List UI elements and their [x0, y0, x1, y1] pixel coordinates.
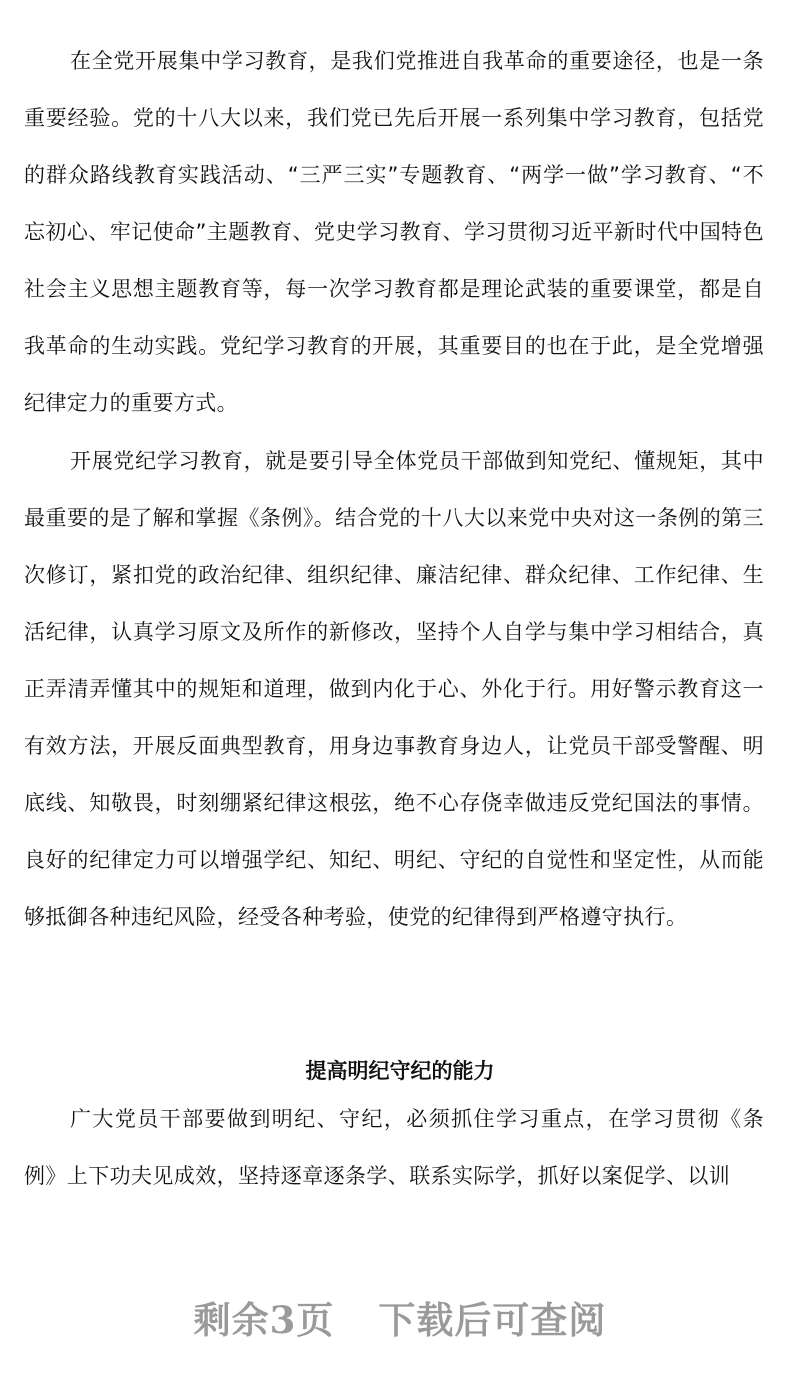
download-more-banner[interactable]: [0, 1290, 800, 1350]
section-heading: 提高明纪守纪的能力: [305, 1059, 495, 1083]
remaining-pages-label: 剩余3页: [193, 1298, 335, 1342]
download-prompt-label: 下载后可查阅: [378, 1298, 607, 1342]
paragraph-section-body: 广大党员干部要做到明纪、守纪，必须抓住学习重点，在学习贯彻《条例》上下功夫见成效，坚持逐章逐条学、联系实际学，抓好以案促学、以训: [24, 1107, 764, 1188]
paragraph-discipline-education: 开展党纪学习教育，就是要引导全体党员干部做到知党纪、懂规矩，其中最重要的是了解和掌握《条例》。结合党的十八大以来党中央对这一条例的第三次修订，紧扣党的政治纪律、组织纪律、廉洁纪律、群众纪律、工作纪律、生活纪律，认真学习原文及所作的新修改，坚持个人自学与集中学习相结合，真正弄清弄懂其中的规矩和道理，做到内化于心、外化于行。用好警示教育这一有效方法，开展反面典型教育，用身边事教育身边人，让党员干部受警醒、明底线、知敬畏，时刻绷紧纪律这根弦，绝不心存侥幸做违反党纪国法的事情。良好的纪律定力可以增强学纪、知纪、明纪、守纪的自觉性和坚定性，从而能够抵御各种违纪风险，经受各种考验，使党的纪律得到严格遵守执行。: [24, 449, 764, 929]
paragraph-intro: 在全党开展集中学习教育，是我们党推进自我革命的重要途径，也是一条重要经验。党的十八大以来，我们党已先后开展一系列集中学习教育，包括党的群众路线教育实践活动、“三严三实”专题教育、“两学一做”学习教育、“不忘初心、牢记使命”主题教育、党史学习教育、学习贯彻习近平新时代中国特色社会主义思想主题教育等，每一次学习教育都是理论武装的重要课堂，都是自我革命的生动实践。党纪学习教育的开展，其重要目的也在于此，是全党增强纪律定力的重要方式。: [24, 49, 764, 415]
